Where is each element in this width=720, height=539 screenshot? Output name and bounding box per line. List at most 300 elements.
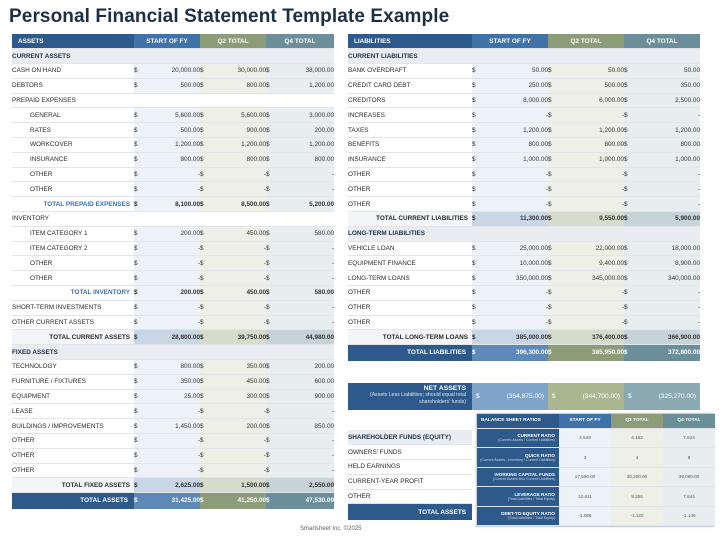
- net-assets-q4-total: [624, 383, 700, 410]
- value-cell: -: [142, 271, 200, 286]
- currency-symbol: $: [134, 108, 142, 123]
- value-cell: 41,250.00: [208, 493, 266, 509]
- currency-symbol: $: [134, 478, 142, 493]
- table-row: [348, 152, 700, 167]
- ratio-value: 39,080.00: [663, 467, 715, 487]
- table-row: [12, 463, 334, 478]
- value-cell: 44,980.00: [274, 330, 334, 345]
- table-row: [348, 430, 472, 445]
- value-cell: 25,000.00: [480, 241, 548, 256]
- value-cell: 6,000.00: [556, 93, 624, 108]
- currency-symbol: $: [200, 360, 208, 375]
- row-label: OTHER: [12, 167, 134, 182]
- currency-symbol: $: [266, 493, 274, 509]
- currency-symbol: $: [472, 241, 480, 256]
- currency-symbol: $: [472, 300, 480, 315]
- currency-symbol: $: [472, 123, 480, 138]
- table-row: [12, 478, 334, 493]
- value-cell: -: [274, 404, 334, 419]
- currency-symbol: $: [472, 108, 480, 123]
- row-label: LONG-TERM LOANS: [348, 271, 472, 286]
- ratio-value: 4.162: [611, 428, 663, 448]
- currency-symbol: $: [134, 182, 142, 197]
- currency-symbol: $: [624, 315, 632, 330]
- value-cell: -: [632, 167, 700, 182]
- row-label: OWNERS' FUNDS: [348, 445, 472, 460]
- row-label: TOTAL FIXED ASSETS: [12, 478, 134, 493]
- value-cell: 31,425.00: [142, 493, 200, 509]
- currency-symbol: $: [266, 419, 274, 434]
- ratios-header-row: [477, 414, 715, 428]
- value-cell: -: [274, 315, 334, 330]
- currency-symbol: $: [134, 360, 142, 375]
- row-label: SHAREHOLDER FUNDS (EQUITY): [348, 430, 472, 445]
- currency-symbol: $: [472, 197, 480, 212]
- currency-symbol: $: [134, 493, 142, 509]
- value-cell: 8,100.00: [142, 197, 200, 212]
- ratios-header-q2-total: Q2 TOTAL: [611, 414, 663, 428]
- currency-symbol: $: [266, 226, 274, 241]
- row-label: CURRENT ASSETS: [12, 49, 334, 64]
- row-label: OTHER: [348, 489, 472, 504]
- row-label: OTHER: [12, 463, 134, 478]
- net-assets-box: [348, 383, 700, 410]
- row-label: OTHER: [12, 434, 134, 449]
- value-cell: 9,400.00: [556, 256, 624, 271]
- currency-symbol: $: [624, 271, 632, 286]
- currency-symbol: $: [548, 286, 556, 301]
- ratio-value: 8: [663, 448, 715, 468]
- value-cell: 8,000.00: [480, 93, 548, 108]
- net-assets-start-fy: [472, 383, 548, 410]
- currency-symbol: $: [472, 93, 480, 108]
- row-label: OTHER: [348, 197, 472, 212]
- value-cell: -: [480, 315, 548, 330]
- value-cell: 1,500.00: [208, 478, 266, 493]
- value-cell: 200.00: [274, 360, 334, 375]
- table-row: [12, 345, 334, 360]
- currency-symbol: $: [624, 300, 632, 315]
- assets-header-label: ASSETS: [12, 34, 134, 49]
- currency-symbol: $: [266, 315, 274, 330]
- row-label: OTHER: [348, 315, 472, 330]
- table-row: [12, 330, 334, 345]
- assets-table: [12, 34, 334, 509]
- table-row: [12, 404, 334, 419]
- value-cell: 800.00: [480, 138, 548, 153]
- currency-symbol: $: [624, 78, 632, 93]
- liabilities-table: [348, 34, 700, 361]
- currency-symbol: $: [266, 167, 274, 182]
- value-cell: -: [274, 256, 334, 271]
- value-cell: -: [274, 167, 334, 182]
- value-cell: 350.00: [632, 78, 700, 93]
- copyright-footer: Smartsheet Inc. ©2025: [300, 526, 362, 532]
- ratio-description: (Current Assets / Current Liabilities): [498, 438, 555, 443]
- ratio-description: (Current Assets less Current Liabilities): [492, 477, 555, 482]
- value-cell: 340,000.00: [632, 271, 700, 286]
- currency-symbol: $: [548, 256, 556, 271]
- table-row: [12, 315, 334, 330]
- value-cell: 25.00: [142, 389, 200, 404]
- table-row: [348, 271, 700, 286]
- value-cell: -: [208, 448, 266, 463]
- table-row: [348, 197, 700, 212]
- value-cell: 28,800.00: [142, 330, 200, 345]
- value-cell: 500.00: [142, 123, 200, 138]
- value-cell: 385,000.00: [480, 330, 548, 345]
- row-label: OTHER: [12, 271, 134, 286]
- currency-symbol: $: [548, 123, 556, 138]
- value-cell: -: [632, 182, 700, 197]
- table-row: [348, 108, 700, 123]
- row-label: DEBTORS: [12, 78, 134, 93]
- currency-symbol: $: [200, 330, 208, 345]
- table-row: [12, 434, 334, 449]
- value-cell: 5,600.00: [208, 108, 266, 123]
- value-cell: -: [142, 300, 200, 315]
- row-label: TAXES: [348, 123, 472, 138]
- table-row: [12, 93, 334, 108]
- ratios-header-q4-total: Q4 TOTAL: [663, 414, 715, 428]
- value-cell: -: [274, 271, 334, 286]
- table-row: [348, 78, 700, 93]
- row-label: ITEM CATEGORY 2: [12, 241, 134, 256]
- currency-symbol: $: [200, 123, 208, 138]
- ratio-label: [477, 448, 559, 468]
- row-label: HELD EARNINGS: [348, 460, 472, 475]
- value-cell: -: [142, 463, 200, 478]
- value-cell: 2,550.00: [274, 478, 334, 493]
- table-row: [348, 167, 700, 182]
- currency-symbol: $: [134, 448, 142, 463]
- currency-symbol: $: [548, 212, 556, 227]
- row-label: EQUIPMENT FINANCE: [348, 256, 472, 271]
- row-label: TOTAL INVENTORY: [12, 286, 134, 301]
- ratio-value: 7.844: [663, 487, 715, 507]
- currency-symbol: $: [134, 241, 142, 256]
- row-label: INSURANCE: [12, 152, 134, 167]
- currency-symbol: $: [472, 315, 480, 330]
- value-cell: 8,900.00: [632, 256, 700, 271]
- value-cell: 200.00: [142, 286, 200, 301]
- value-cell: -: [142, 167, 200, 182]
- ratio-value: 7.624: [663, 428, 715, 448]
- value-cell: 5,900.00: [632, 212, 700, 227]
- currency-symbol: $: [200, 197, 208, 212]
- value-cell: -: [556, 286, 624, 301]
- row-label: BENEFITS: [348, 138, 472, 153]
- net-assets-value: (325,270.00): [658, 393, 696, 400]
- value-cell: 38,000.00: [274, 64, 334, 79]
- page-title: Personal Financial Statement Template Example: [9, 6, 450, 27]
- liabilities-header-q2-total: Q2 TOTAL: [548, 34, 624, 49]
- row-label: TOTAL ASSETS: [348, 504, 472, 520]
- ratio-value: -1.146: [663, 506, 715, 526]
- net-assets-label-cell: [348, 383, 472, 410]
- currency-symbol: $: [134, 463, 142, 478]
- table-row: [12, 493, 334, 509]
- table-row: [348, 315, 700, 330]
- currency-symbol: $: [134, 138, 142, 153]
- value-cell: 50.00: [556, 64, 624, 79]
- currency-symbol: $: [548, 300, 556, 315]
- row-label: GENERAL: [12, 108, 134, 123]
- currency-symbol: $: [472, 167, 480, 182]
- currency-symbol: $: [134, 64, 142, 79]
- table-row: [348, 226, 700, 241]
- table-row: [12, 374, 334, 389]
- table-row: [12, 123, 334, 138]
- currency-symbol: $: [548, 182, 556, 197]
- value-cell: -: [208, 167, 266, 182]
- row-label: ITEM CATEGORY 1: [12, 226, 134, 241]
- value-cell: 345,000.00: [556, 271, 624, 286]
- table-row: [348, 212, 700, 227]
- ratio-value: 12.611: [559, 487, 611, 507]
- currency-symbol: $: [624, 286, 632, 301]
- value-cell: -: [208, 434, 266, 449]
- row-label: TOTAL PREPAID EXPENSES: [12, 197, 134, 212]
- row-label: OTHER: [12, 182, 134, 197]
- value-cell: 450.00: [208, 286, 266, 301]
- currency-symbol: $: [472, 64, 480, 79]
- currency-symbol: $: [266, 256, 274, 271]
- value-cell: 250.00: [480, 78, 548, 93]
- value-cell: 30,000.00: [208, 64, 266, 79]
- currency-symbol: $: [134, 256, 142, 271]
- currency-symbol: $: [548, 197, 556, 212]
- value-cell: -: [274, 241, 334, 256]
- value-cell: -: [556, 197, 624, 212]
- value-cell: -: [208, 404, 266, 419]
- value-cell: 1,000.00: [632, 152, 700, 167]
- value-cell: 1,200.00: [480, 123, 548, 138]
- currency-symbol: $: [134, 315, 142, 330]
- ratio-value: 4: [611, 448, 663, 468]
- value-cell: 200.00: [208, 419, 266, 434]
- table-row: [348, 286, 700, 301]
- value-cell: 1,000.00: [480, 152, 548, 167]
- row-label: PREPAID EXPENSES: [12, 93, 334, 108]
- assets-header-q2-total: Q2 TOTAL: [200, 34, 266, 49]
- row-label: TOTAL LIABILITIES: [348, 345, 472, 361]
- net-assets-description: (Assets Less Liabilities; should equal total shareholders' funds): [369, 392, 466, 405]
- value-cell: -: [208, 182, 266, 197]
- ratios-header-label: BALANCE SHEET RATIOS: [477, 414, 559, 428]
- row-label: TOTAL ASSETS: [12, 493, 134, 509]
- currency-symbol: $: [200, 167, 208, 182]
- liabilities-header-q4-total: Q4 TOTAL: [624, 34, 700, 49]
- currency-symbol: $: [200, 152, 208, 167]
- assets-header-start-fy: START OF FY: [134, 34, 200, 49]
- row-label: LONG-TERM LIABILITIES: [348, 226, 700, 241]
- table-row: [12, 389, 334, 404]
- table-row: [12, 182, 334, 197]
- value-cell: -: [274, 300, 334, 315]
- value-cell: 450.00: [208, 226, 266, 241]
- table-row: [12, 360, 334, 375]
- value-cell: -: [556, 182, 624, 197]
- row-label: CASH ON HAND: [12, 64, 134, 79]
- value-cell: 580.00: [274, 286, 334, 301]
- row-label: EQUIPMENT: [12, 389, 134, 404]
- ratio-value: 17,500.00: [559, 467, 611, 487]
- row-label: SHORT-TERM INVESTMENTS: [12, 300, 134, 315]
- ratio-name: WORKING CAPITAL FUNDS: [494, 472, 555, 478]
- currency-symbol: $: [266, 300, 274, 315]
- value-cell: -: [480, 167, 548, 182]
- currency-symbol: $: [548, 330, 556, 345]
- row-label: TOTAL LONG-TERM LOANS: [348, 330, 472, 345]
- currency-symbol: $: [134, 419, 142, 434]
- table-row: [12, 448, 334, 463]
- value-cell: 8,500.00: [208, 197, 266, 212]
- row-label: VEHICLE LOAN: [348, 241, 472, 256]
- value-cell: 22,000.00: [556, 241, 624, 256]
- currency-symbol: $: [624, 182, 632, 197]
- currency-symbol: $: [266, 404, 274, 419]
- value-cell: -: [480, 286, 548, 301]
- currency-symbol: $: [134, 271, 142, 286]
- table-row: [348, 123, 700, 138]
- currency-symbol: $: [266, 330, 274, 345]
- row-label: LEASE: [12, 404, 134, 419]
- currency-symbol: $: [266, 64, 274, 79]
- currency-symbol: $: [200, 300, 208, 315]
- row-label: INCREASES: [348, 108, 472, 123]
- currency-symbol: $: [548, 108, 556, 123]
- ratio-label: [477, 467, 559, 487]
- table-row: [12, 167, 334, 182]
- currency-symbol: $: [624, 64, 632, 79]
- value-cell: 1,000.00: [556, 152, 624, 167]
- table-row: [12, 49, 334, 64]
- table-row: [348, 474, 472, 489]
- currency-symbol: $: [548, 138, 556, 153]
- currency-symbol: $: [200, 404, 208, 419]
- value-cell: -: [208, 241, 266, 256]
- table-row: [12, 212, 334, 227]
- currency-symbol: $: [200, 271, 208, 286]
- row-label: CREDITORS: [348, 93, 472, 108]
- currency-symbol: $: [472, 256, 480, 271]
- currency-symbol: $: [200, 419, 208, 434]
- table-row: [12, 226, 334, 241]
- currency-symbol: $: [266, 360, 274, 375]
- value-cell: 580.00: [274, 226, 334, 241]
- currency-symbol: $: [266, 78, 274, 93]
- value-cell: -: [208, 300, 266, 315]
- currency-symbol: $: [472, 330, 480, 345]
- currency-symbol: $: [266, 108, 274, 123]
- row-label: TOTAL CURRENT LIABILITIES: [348, 212, 472, 227]
- value-cell: -: [208, 463, 266, 478]
- value-cell: 2,500.00: [632, 93, 700, 108]
- currency-symbol: $: [624, 108, 632, 123]
- value-cell: -: [556, 108, 624, 123]
- currency-symbol: $: [200, 286, 208, 301]
- table-row: [348, 504, 472, 520]
- table-row: [348, 138, 700, 153]
- row-label: RATES: [12, 123, 134, 138]
- currency-symbol: $: [266, 138, 274, 153]
- value-cell: 800.00: [142, 360, 200, 375]
- currency-symbol: $: [624, 152, 632, 167]
- ratio-name: QUICK RATIO: [524, 452, 555, 458]
- value-cell: -: [556, 300, 624, 315]
- currency-symbol: $: [624, 123, 632, 138]
- ratio-description: (Current Assets - Inventory / Current Liabilities): [480, 457, 555, 462]
- currency-symbol: $: [200, 78, 208, 93]
- ratio-row: [477, 467, 715, 487]
- value-cell: -: [142, 256, 200, 271]
- currency-symbol: $: [476, 393, 480, 400]
- value-cell: 300.00: [208, 389, 266, 404]
- row-label: INSURANCE: [348, 152, 472, 167]
- value-cell: -: [208, 271, 266, 286]
- table-row: [12, 152, 334, 167]
- table-row: [12, 419, 334, 434]
- value-cell: 18,000.00: [632, 241, 700, 256]
- value-cell: 396,300.00: [480, 345, 548, 361]
- value-cell: -: [480, 197, 548, 212]
- ratio-row: [477, 487, 715, 507]
- value-cell: 1,200.00: [274, 78, 334, 93]
- currency-symbol: $: [472, 78, 480, 93]
- value-cell: -: [556, 167, 624, 182]
- assets-header-row: [12, 34, 334, 49]
- currency-symbol: $: [624, 241, 632, 256]
- currency-symbol: $: [200, 182, 208, 197]
- net-assets-label: NET ASSETS: [423, 385, 466, 392]
- value-cell: -: [556, 315, 624, 330]
- currency-symbol: $: [266, 434, 274, 449]
- row-label: FURNITURE / FIXTURES: [12, 374, 134, 389]
- table-row: [12, 108, 334, 123]
- currency-symbol: $: [200, 64, 208, 79]
- currency-symbol: $: [200, 138, 208, 153]
- currency-symbol: $: [624, 167, 632, 182]
- table-row: [348, 345, 700, 361]
- liabilities-header-label: LIABILITIES: [348, 34, 472, 49]
- currency-symbol: $: [266, 271, 274, 286]
- currency-symbol: $: [548, 64, 556, 79]
- value-cell: 372,800.00: [632, 345, 700, 361]
- table-row: [12, 64, 334, 79]
- value-cell: 800.00: [556, 138, 624, 153]
- value-cell: -: [208, 256, 266, 271]
- value-cell: -: [142, 404, 200, 419]
- row-label: OTHER: [348, 286, 472, 301]
- ratio-row: [477, 428, 715, 448]
- value-cell: -: [208, 315, 266, 330]
- currency-symbol: $: [200, 226, 208, 241]
- net-assets-value: (364,875.00): [506, 393, 544, 400]
- value-cell: 350.00: [208, 360, 266, 375]
- currency-symbol: $: [266, 241, 274, 256]
- currency-symbol: $: [200, 493, 208, 509]
- table-row: [348, 182, 700, 197]
- row-label: CURRENT LIABILITIES: [348, 49, 700, 64]
- ratio-label: [477, 428, 559, 448]
- value-cell: 47,530.00: [274, 493, 334, 509]
- value-cell: 366,900.00: [632, 330, 700, 345]
- currency-symbol: $: [472, 182, 480, 197]
- value-cell: 800.00: [208, 152, 266, 167]
- table-row: [12, 271, 334, 286]
- ratio-value: 9.356: [611, 487, 663, 507]
